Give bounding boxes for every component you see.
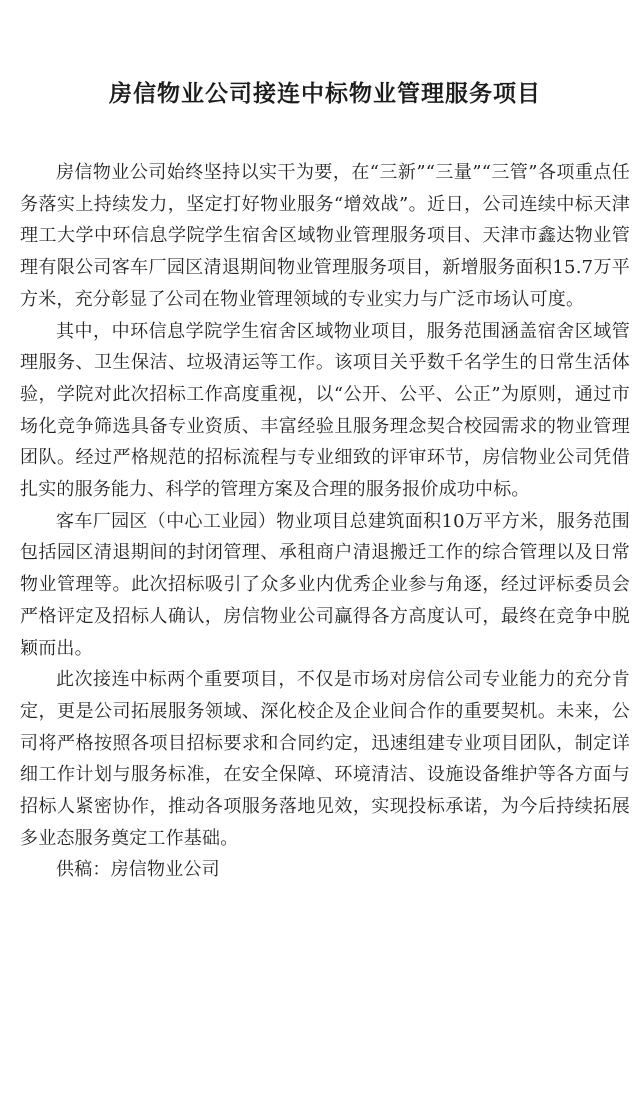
article-body xyxy=(20,157,630,886)
article-source: 供稿：房信物业公司 xyxy=(56,859,220,881)
article-paragraph: 房信物业公司始终坚持以实干为要，在“三新”“三量”“三管”各项重点任务落实上持续发力，坚定打好物业服务“增效战”。近日，公司连续中标天津理工大学中环信息学院学生宿舍区域物业管理服务项目、天津市鑫达物业管理有限公司客车厂园区清退期间物业管理服务项目，新增服务面积15.7万平方米，充分彰显了公司在物业管理领域的专业实力与广泛市场认可度。 xyxy=(20,162,630,310)
article-title: 房信物业公司接连中标物业管理服务项目 xyxy=(109,80,541,107)
article-paragraph: 客车厂园区（中心工业园）物业项目总建筑面积10万平方米，服务范围包括园区清退期间的封闭管理、承租商户清退搬迁工作的综合管理以及日常物业管理等。此次招标吸引了众多业内优秀企业参与角逐，经过评标委员会严格评定及招标人确认，房信物业公司赢得各方高度认可，最终在竞争中脱颖而出。 xyxy=(20,510,630,659)
article-paragraph: 此次接连中标两个重要项目，不仅是市场对房信公司专业能力的充分肯定，更是公司拓展服务领域、深化校企及企业间合作的重要契机。未来，公司将严格按照各项目招标要求和合同约定，迅速组建专业项目团队，制定详细工作计划与服务标准，在安全保障、环境清洁、设施设备维护等各方面与招标人紧密协作，推动各项服务落地见效，实现投标承诺，为今后持续拓展多业态服务奠定工作基础。 xyxy=(20,669,630,849)
article-paragraph: 其中，中环信息学院学生宿舍区域物业项目，服务范围涵盖宿舍区域管理服务、卫生保洁、垃圾清运等工作。该项目关乎数千名学生的日常生活体验，学院对此次招标工作高度重视，以“公开、公平、公正”为原则，通过市场化竞争筛选具备专业资质、丰富经验且服务理念契合校园需求的物业管理团队。经过严格规范的招标流程与专业细致的评审环节，房信物业公司凭借扎实的服务能力、科学的管理方案及合理的服务报价成功中标。 xyxy=(20,320,630,501)
